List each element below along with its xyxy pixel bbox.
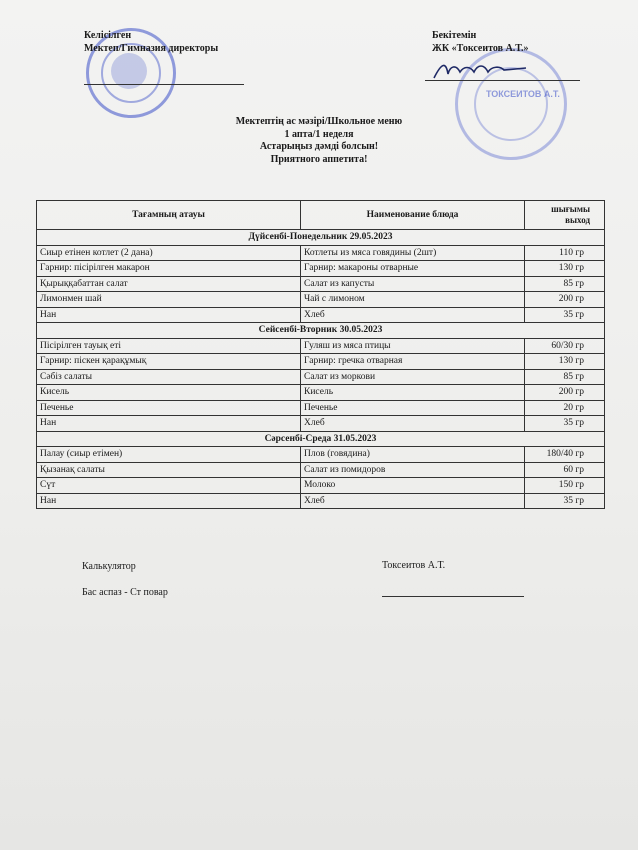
dish-kk: Нан: [37, 307, 301, 323]
calculator-label: Калькулятор: [82, 561, 136, 572]
day-label: Сейсенбі-Вторник 30.05.2023: [37, 323, 605, 339]
dish-kk: Сүт: [37, 478, 301, 494]
signature-line-left: [84, 84, 244, 85]
dish-ru: Кисель: [301, 385, 525, 401]
signature-line-footer: [382, 596, 524, 597]
dish-ru: Чай с лимоном: [301, 292, 525, 308]
dish-kk: Қырыққабаттан салат: [37, 276, 301, 292]
company-label: ЖК «Токсеитов А.Т.»: [432, 43, 529, 54]
header-kk: Тағамның атауы: [37, 201, 301, 230]
dish-output: 20 гр: [525, 400, 605, 416]
dish-ru: Гарнир: макароны отварные: [301, 261, 525, 277]
table-header-row: [37, 201, 605, 230]
dish-kk: Нан: [37, 493, 301, 509]
table-row: [37, 478, 605, 494]
table-row: [37, 292, 605, 308]
day-label: Сәрсенбі-Среда 31.05.2023: [37, 431, 605, 447]
dish-ru: Гуляш из мяса птицы: [301, 338, 525, 354]
title-line-4: Приятного аппетита!: [270, 153, 368, 165]
dish-ru: Хлеб: [301, 307, 525, 323]
stamp-text: ТОКСЕИТОВ А.Т.: [486, 89, 560, 99]
dish-kk: Сәбіз салаты: [37, 369, 301, 385]
menu-title: [0, 116, 638, 166]
table-row: [37, 369, 605, 385]
dish-output: 130 гр: [525, 354, 605, 370]
dish-kk: Пісірілген тауық еті: [37, 338, 301, 354]
dish-output: 200 гр: [525, 385, 605, 401]
dish-kk: Нан: [37, 416, 301, 432]
dish-ru: Салат из помидоров: [301, 462, 525, 478]
dish-output: 180/40 гр: [525, 447, 605, 463]
table-row: [37, 462, 605, 478]
dish-kk: Сиыр етінен котлет (2 дана): [37, 245, 301, 261]
agreed-label: Келісілген: [84, 30, 132, 41]
dish-kk: Лимонмен шай: [37, 292, 301, 308]
signer-name: Токсеитов А.Т.: [382, 560, 446, 571]
dish-output: 110 гр: [525, 245, 605, 261]
dish-ru: Салат из капусты: [301, 276, 525, 292]
dish-output: 85 гр: [525, 369, 605, 385]
dish-kk: Палау (сиыр етімен): [37, 447, 301, 463]
table-row: [37, 416, 605, 432]
title-line-3: Астарыңыз дәмді болсын!: [259, 141, 379, 152]
dish-ru: Котлеты из мяса говядины (2шт): [301, 245, 525, 261]
table-row: [37, 447, 605, 463]
header-output-ru: выход: [565, 215, 590, 225]
title-line-2: 1 апта/1 неделя: [284, 128, 354, 140]
dish-output: 35 гр: [525, 493, 605, 509]
dish-ru: Хлеб: [301, 416, 525, 432]
dish-ru: Плов (говядина): [301, 447, 525, 463]
table-row: [37, 354, 605, 370]
dish-output: 150 гр: [525, 478, 605, 494]
approval-left: [84, 29, 218, 55]
table-row: [37, 261, 605, 277]
dish-output: 60/30 гр: [525, 338, 605, 354]
dish-ru: Молоко: [301, 478, 525, 494]
header-ru: Наименование блюда: [301, 201, 525, 230]
dish-output: 200 гр: [525, 292, 605, 308]
header-output-kk: шығымы: [551, 204, 590, 214]
table-row: [37, 276, 605, 292]
dish-kk: Гарнир: піскен қарақұмық: [37, 354, 301, 370]
dish-output: 130 гр: [525, 261, 605, 277]
dish-kk: Гарнир: пісірілген макарон: [37, 261, 301, 277]
dish-ru: Гарнир: гречка отварная: [301, 354, 525, 370]
table-row: [37, 338, 605, 354]
signature-line-right: [425, 80, 580, 81]
table-row: [37, 400, 605, 416]
menu-body: [37, 230, 605, 509]
table-row: [37, 307, 605, 323]
menu-table: [36, 200, 605, 509]
cook-label: Бас аспаз - Ст повар: [82, 587, 168, 598]
dish-output: 35 гр: [525, 307, 605, 323]
header-output: [525, 201, 605, 230]
dish-output: 60 гр: [525, 462, 605, 478]
day-row: [37, 323, 605, 339]
table-row: [37, 385, 605, 401]
table-row: [37, 493, 605, 509]
day-label: Дүйсенбі-Понедельник 29.05.2023: [37, 230, 605, 246]
dish-output: 85 гр: [525, 276, 605, 292]
dish-kk: Кисель: [37, 385, 301, 401]
dish-ru: Хлеб: [301, 493, 525, 509]
dish-output: 35 гр: [525, 416, 605, 432]
day-row: [37, 431, 605, 447]
title-line-1: Мектептің ас мәзірі/Школьное меню: [235, 116, 403, 127]
director-label: Мектеп/Гимназия директоры: [84, 43, 219, 54]
day-row: [37, 230, 605, 246]
dish-kk: Печенье: [37, 400, 301, 416]
approval-right: [432, 29, 528, 55]
dish-ru: Салат из моркови: [301, 369, 525, 385]
approve-label: Бекітемін: [432, 30, 477, 41]
table-row: [37, 245, 605, 261]
dish-kk: Қызанақ салаты: [37, 462, 301, 478]
dish-ru: Печенье: [301, 400, 525, 416]
